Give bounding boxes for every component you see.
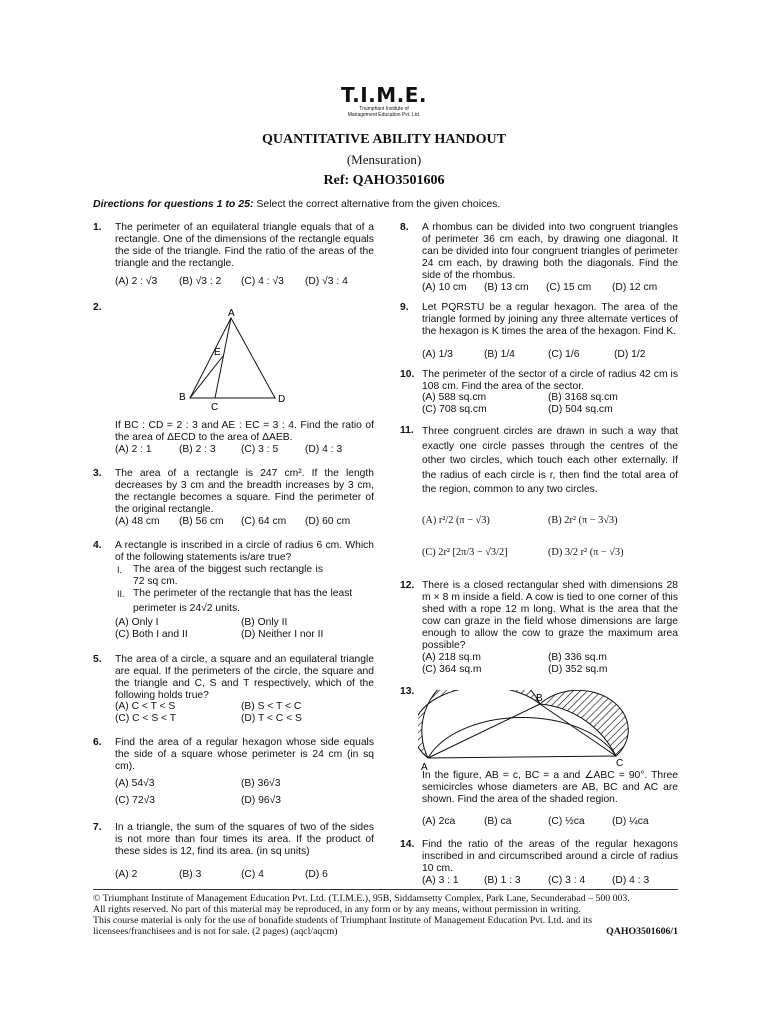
question-13 bbox=[400, 686, 678, 832]
question-text: A rectangle is inscribed in a circle of radius 6 cm. Which of the following statements is/are true? bbox=[115, 540, 374, 563]
option-c[interactable]: (C) 4 : √3 bbox=[241, 276, 284, 287]
question-number: 7. bbox=[93, 822, 102, 833]
footer-divider bbox=[93, 889, 678, 890]
label-e: E bbox=[214, 347, 221, 358]
question-text: In the figure, AB = c, BC = a and ∠ABC = 90°. Three semicircles whose diameters are AB, BC and AC are shown. Find the area of the shaded region. bbox=[422, 770, 678, 805]
option-a[interactable]: (A) 588 sq.cm bbox=[422, 392, 487, 403]
option-d[interactable]: (D) 12 cm bbox=[612, 282, 658, 293]
label-a: A bbox=[421, 762, 428, 772]
option-c[interactable]: (C) ½ca bbox=[548, 816, 585, 827]
question-number: 4. bbox=[93, 540, 102, 551]
question-3 bbox=[93, 468, 376, 530]
statement-2-line2: perimeter is 24√2 units. bbox=[133, 603, 240, 614]
statement-2-line1: The perimeter of the rectangle that has the least bbox=[133, 588, 353, 599]
option-b[interactable]: (B) 1/4 bbox=[484, 349, 515, 360]
page-title: QUANTITATIVE ABILITY HANDOUT bbox=[261, 132, 506, 147]
footer-copyright: © Triumphant Institute of Management Education Pvt. Ltd. (T.I.M.E.), 95B, Siddamsetty Complex, Park Lane, Secunderabad – 500 003. bbox=[93, 893, 630, 904]
option-d[interactable]: (D) 60 cm bbox=[305, 516, 351, 527]
label-b: B bbox=[536, 693, 543, 704]
option-a[interactable]: (A) 2 : 1 bbox=[115, 444, 152, 455]
option-d[interactable]: (D) T < C < S bbox=[241, 713, 302, 724]
label-c: C bbox=[616, 758, 624, 769]
option-b[interactable]: (B) 336 sq.m bbox=[548, 652, 607, 663]
option-b[interactable]: (B) S < T < C bbox=[241, 701, 302, 712]
option-d[interactable]: (D) 96√3 bbox=[241, 795, 281, 806]
statement-1-number: I. bbox=[117, 565, 123, 575]
option-d[interactable]: (D) 504 sq.cm bbox=[548, 404, 613, 415]
option-b[interactable]: (B) ca bbox=[484, 816, 512, 827]
semicircles-figure bbox=[418, 690, 648, 772]
question-9 bbox=[400, 302, 678, 362]
option-c[interactable]: (C) 15 cm bbox=[546, 282, 592, 293]
triangle-figure bbox=[173, 306, 303, 410]
logo-line2: Management Education Pvt. Ltd. bbox=[347, 112, 421, 118]
directions-text: Select the correct alternative from the given choices. bbox=[253, 198, 501, 210]
question-1 bbox=[93, 222, 376, 292]
label-a: A bbox=[228, 308, 235, 319]
question-number: 8. bbox=[400, 222, 409, 233]
option-a[interactable]: (A) Only I bbox=[115, 617, 159, 628]
option-a[interactable]: (A) 1/3 bbox=[422, 349, 453, 360]
option-b[interactable]: (B) 2 : 3 bbox=[179, 444, 216, 455]
option-b[interactable]: (B) 56 cm bbox=[179, 516, 224, 527]
label-d: D bbox=[278, 394, 286, 405]
question-text: The area of a rectangle is 247 cm². If the length decreases by 3 cm and the breadth increases by 3 cm, the rectangle becomes a square. Find the perimeter of the original rectangle. bbox=[115, 468, 374, 515]
option-a[interactable]: (A) 54√3 bbox=[115, 778, 155, 789]
option-b[interactable]: (B) √3 : 2 bbox=[179, 276, 222, 287]
question-text: The perimeter of an equilateral triangle equals that of a rectangle. One of the dimensions of the rectangle equals the side of the triangle. Find the ratio of the areas of the triangle and the rectangle. bbox=[115, 222, 374, 269]
option-c[interactable]: (C) C < S < T bbox=[115, 713, 177, 724]
option-c[interactable]: (C) 64 cm bbox=[241, 516, 287, 527]
question-number: 5. bbox=[93, 654, 102, 665]
question-text: A rhombus can be divided into two congruent triangles of perimeter 36 cm each, by drawing one diagonal. It can be divided into four congruent triangles of perimeter 24 cm each, by drawing both the diagonals. Find the side of the rhombus. bbox=[422, 222, 678, 281]
question-14 bbox=[400, 839, 678, 887]
question-text: If BC : CD = 2 : 3 and AE : EC = 3 : 4. Find the ratio of the area of ΔECD to the area of ΔAEB. bbox=[115, 420, 374, 443]
page-subtitle: (Mensuration) bbox=[346, 152, 422, 167]
option-c[interactable]: (C) 3 : 4 bbox=[548, 875, 586, 886]
option-d[interactable]: (D) 1/2 bbox=[614, 349, 646, 360]
question-number: 14. bbox=[400, 839, 415, 850]
option-a[interactable]: (A) 3 : 1 bbox=[422, 875, 459, 886]
label-c: C bbox=[211, 402, 219, 410]
question-text: The perimeter of the sector of a circle of radius 42 cm is 108 cm. Find the area of the sector. bbox=[422, 369, 678, 392]
question-number: 2. bbox=[93, 302, 102, 313]
question-number: 12. bbox=[400, 580, 415, 591]
option-d[interactable]: (D) 6 bbox=[305, 869, 328, 880]
option-c[interactable]: (C) Both I and II bbox=[115, 629, 188, 640]
option-d[interactable]: (D) √3 : 4 bbox=[305, 276, 348, 287]
option-a[interactable]: (A) 48 cm bbox=[115, 516, 160, 527]
question-text: Find the area of a regular hexagon whose side equals the side of a square whose perimeter is 24 cm (in sq cm). bbox=[115, 737, 374, 772]
option-c[interactable]: (C) 4 bbox=[241, 869, 264, 880]
footer-ref: QAHO3501606/1 bbox=[606, 926, 678, 937]
option-c[interactable]: (C) 72√3 bbox=[115, 795, 155, 806]
option-a[interactable]: (A) 2 bbox=[115, 869, 138, 880]
option-d[interactable]: (D) 4 : 3 bbox=[305, 444, 343, 455]
footer bbox=[93, 893, 678, 937]
question-text: Find the ratio of the areas of the regular hexagons inscribed in and circumscribed around a circle of radius 10 cm. bbox=[422, 839, 678, 874]
option-c[interactable]: (C) 364 sq.m bbox=[422, 664, 482, 675]
footer-usage: This course material is only for the use of bonafide students of Triumphant Institute of Management Education Pvt. Ltd. and its bbox=[93, 915, 593, 926]
option-b[interactable]: (B) 36√3 bbox=[241, 778, 281, 789]
option-c[interactable]: (C) 1/6 bbox=[548, 349, 580, 360]
option-a[interactable]: (A) r²/2 (π − √3) bbox=[422, 515, 490, 526]
option-d[interactable]: (D) 4 : 3 bbox=[612, 875, 650, 886]
question-text: There is a closed rectangular shed with dimensions 28 m × 8 m inside a field. A cow is tied to one corner of this shed with a rope 12 m long. What is the area that the cow can graze in the field whose dimensions are large enough to allow the cow to graze the maximum area possible? bbox=[422, 580, 678, 651]
footer-license: licensees/franchisees and is not for sale. (2 pages) (aqcl/aqcm) bbox=[93, 926, 338, 937]
question-6 bbox=[93, 737, 376, 812]
logo-line1: Triumphant Institute of bbox=[359, 106, 409, 112]
question-8 bbox=[400, 222, 678, 294]
option-d[interactable]: (D) 3/2 r² (π − √3) bbox=[548, 547, 624, 558]
option-a[interactable]: (A) 2ca bbox=[422, 816, 456, 827]
question-number: 11. bbox=[400, 425, 414, 436]
footer-rights: All rights reserved. No part of this material may be reproduced, in any form or by any means, without permission in writing. bbox=[93, 904, 581, 915]
option-c[interactable]: (C) 2r² [2π/3 − √3/2] bbox=[422, 547, 508, 558]
option-c[interactable]: (C) 708 sq.cm bbox=[422, 404, 487, 415]
question-2 bbox=[93, 302, 376, 457]
option-b[interactable]: (B) 1 : 3 bbox=[484, 875, 521, 886]
option-a[interactable]: (A) 10 cm bbox=[422, 282, 467, 293]
logo-brand: T.I.M.E. bbox=[340, 83, 427, 107]
question-text: Three congruent circles are drawn in such a way that exactly one circle passes through the centres of the other two circles, which touch each other externally. If the radius of each circle is r, then find the total area of the region, common to any two circles. bbox=[422, 426, 678, 495]
question-text: Let PQRSTU be a regular hexagon. The area of the triangle formed by joining any three alternate vertices of the hexagon is K times the area of the hexagon. Find K. bbox=[422, 302, 678, 337]
question-7 bbox=[93, 822, 376, 884]
option-a[interactable]: (A) 218 sq.m bbox=[422, 652, 481, 663]
question-4 bbox=[93, 540, 376, 646]
option-b[interactable]: (B) 2r² (π − 3√3) bbox=[548, 515, 618, 526]
statement-2-number: II. bbox=[117, 589, 125, 599]
question-number: 6. bbox=[93, 737, 102, 748]
page-ref: Ref: QAHO3501606 bbox=[323, 173, 445, 188]
option-b[interactable]: (B) 3168 sq.cm bbox=[548, 392, 618, 403]
statement-1: The area of the biggest such rectangle is 72 sq cm. bbox=[133, 564, 323, 587]
time-logo bbox=[0, 84, 768, 118]
label-b: B bbox=[179, 392, 186, 403]
question-5 bbox=[93, 654, 376, 726]
option-b[interactable]: (B) 13 cm bbox=[484, 282, 529, 293]
question-text: The area of a circle, a square and an equilateral triangle are equal. If the perimeters of the circle, the square and the triangle and C, S and T respectively, which of the following holds true? bbox=[115, 654, 374, 701]
option-a[interactable]: (A) 2 : √3 bbox=[115, 276, 158, 287]
question-11 bbox=[400, 425, 678, 573]
option-d[interactable]: (D) 352 sq.m bbox=[548, 664, 608, 675]
directions-label: Directions for questions 1 to 25: bbox=[93, 198, 254, 210]
question-number: 10. bbox=[400, 369, 415, 380]
option-c[interactable]: (C) 3 : 5 bbox=[241, 444, 279, 455]
question-number: 3. bbox=[93, 468, 102, 479]
option-d[interactable]: (D) Neither I nor II bbox=[241, 629, 324, 640]
question-text: In a triangle, the sum of the squares of two of the sides is not more than four times its area. If the product of these sides is 12, find its area. (in sq units) bbox=[115, 822, 374, 857]
question-number: 9. bbox=[400, 302, 409, 313]
question-10 bbox=[400, 369, 678, 417]
option-a[interactable]: (A) C < T < S bbox=[115, 701, 176, 712]
question-number: 1. bbox=[93, 222, 102, 233]
option-d[interactable]: (D) ¼ca bbox=[612, 816, 649, 827]
question-number: 13. bbox=[400, 686, 415, 697]
option-b[interactable]: (B) 3 bbox=[179, 869, 202, 880]
question-12 bbox=[400, 580, 678, 676]
option-b[interactable]: (B) Only II bbox=[241, 617, 288, 628]
directions bbox=[93, 198, 693, 210]
